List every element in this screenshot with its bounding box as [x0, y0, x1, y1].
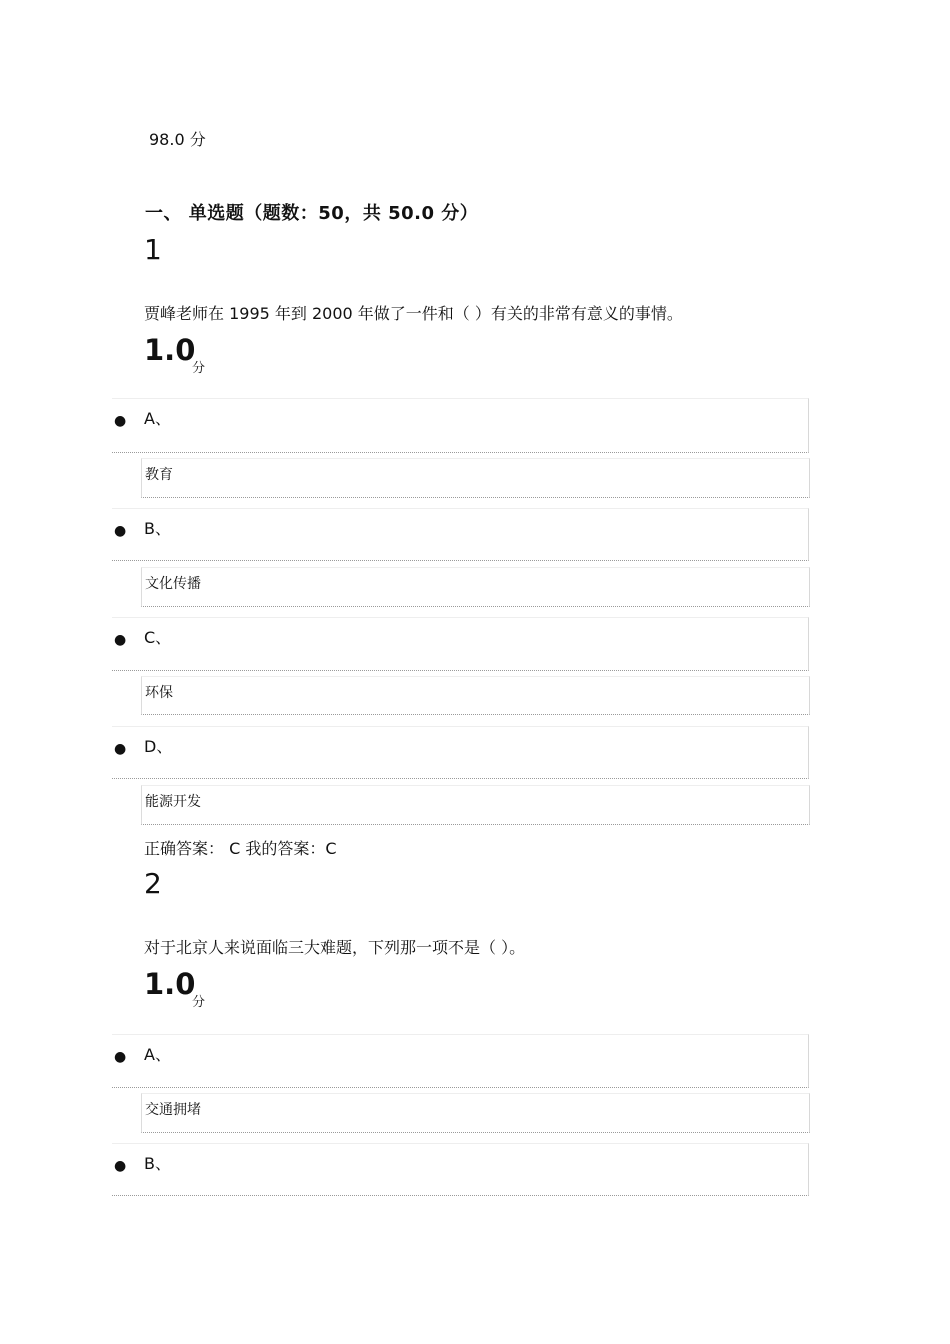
bullet-icon: ●	[114, 741, 127, 757]
option-row-b[interactable]	[112, 1143, 809, 1196]
question-points	[144, 967, 206, 1010]
option-letter: C、	[144, 628, 172, 647]
points-unit: 分	[192, 361, 206, 376]
option-letter: A、	[144, 409, 171, 428]
question-number: 1	[144, 233, 162, 266]
bullet-icon: ●	[114, 413, 127, 429]
option-text-a[interactable]	[141, 458, 810, 498]
question-number: 2	[144, 867, 162, 900]
section-heading: 一、 单选题（题数：50，共 50.0 分）	[145, 203, 479, 224]
points-unit: 分	[192, 995, 206, 1010]
option-letter: D、	[144, 737, 173, 756]
question-text: 贾峰老师在 1995 年到 2000 年做了一件和（ ）有关的非常有意义的事情。	[144, 304, 683, 323]
option-text-d[interactable]	[141, 785, 810, 825]
bullet-icon: ●	[114, 523, 127, 539]
option-row-a[interactable]	[112, 1034, 809, 1088]
points-value: 1.0	[144, 333, 196, 367]
option-label: 教育	[145, 467, 173, 483]
option-row-d[interactable]	[112, 726, 809, 779]
option-text-c[interactable]	[141, 676, 810, 715]
bullet-icon: ●	[114, 632, 127, 648]
points-value: 1.0	[144, 967, 196, 1001]
option-label: 交通拥堵	[145, 1102, 201, 1118]
question-points	[144, 333, 206, 376]
option-label: 环保	[145, 685, 173, 701]
option-letter: A、	[144, 1045, 171, 1064]
option-letter: B、	[144, 1154, 171, 1173]
option-row-a[interactable]	[112, 398, 809, 453]
question-text: 对于北京人来说面临三大难题，下列那一项不是（ ）。	[144, 938, 526, 957]
option-letter: B、	[144, 519, 171, 538]
option-row-b[interactable]	[112, 508, 809, 561]
total-score: 98.0 分	[149, 130, 206, 149]
option-label: 能源开发	[145, 794, 201, 810]
option-label: 文化传播	[145, 576, 201, 592]
option-text-a[interactable]	[141, 1093, 810, 1133]
bullet-icon: ●	[114, 1158, 127, 1174]
option-text-b[interactable]	[141, 567, 810, 607]
answer-line: 正确答案： C 我的答案：C	[144, 839, 337, 858]
option-row-c[interactable]	[112, 617, 809, 671]
bullet-icon: ●	[114, 1049, 127, 1065]
